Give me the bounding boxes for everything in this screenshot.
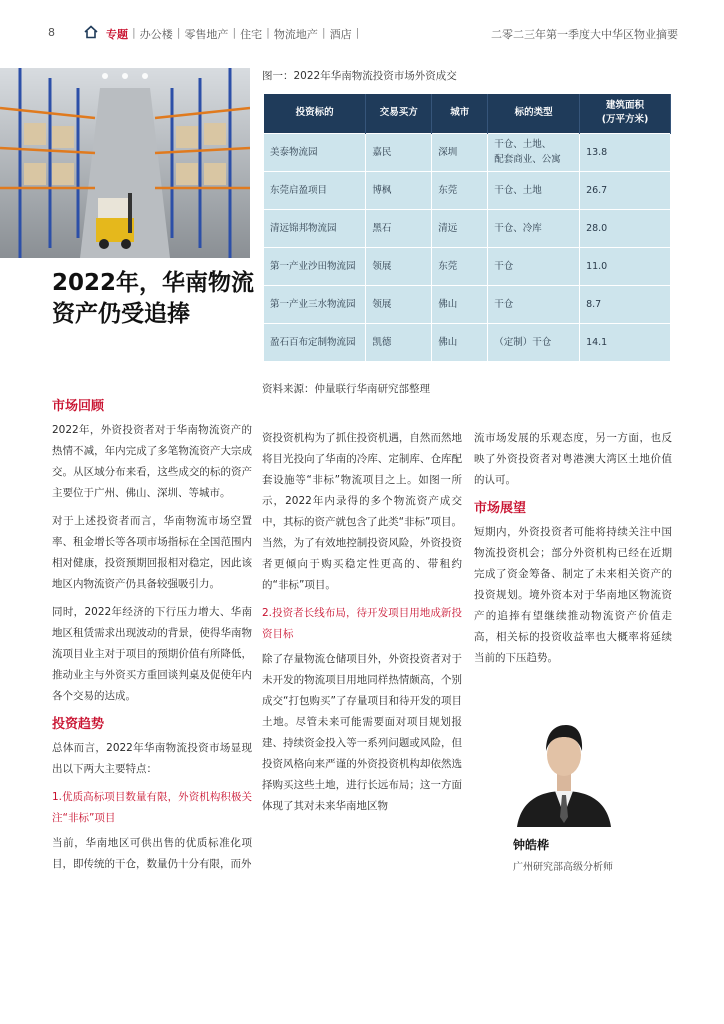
table-cell: 领展	[366, 247, 432, 285]
table-cell: 干仓、土地	[488, 171, 580, 209]
table-row	[264, 171, 671, 209]
table-cell: 第一产业沙田物流园	[264, 247, 366, 285]
table-cell: 13.8	[580, 133, 671, 171]
table-cell: 28.0	[580, 209, 671, 247]
nav-item-logistics[interactable]: 物流地产	[273, 28, 318, 41]
table-cell: 深圳	[432, 133, 488, 171]
paragraph: 2022年，外资投资者对于华南物流资产的热情不减，年内完成了多笔物流资产大宗成交。从区域分布来看，这些成交的标的资产主要位于广州、佛山、深圳、等城市。	[52, 424, 252, 499]
nav-item-feature[interactable]: 专题	[106, 28, 128, 41]
table-cell: 11.0	[580, 247, 671, 285]
table-cell: 14.1	[580, 323, 671, 361]
table-cell: 第一产业三水物流园	[264, 285, 366, 323]
section-heading-outlook: 市场展望	[474, 501, 527, 516]
paragraph: 对于上述投资者而言，华南物流市场空置率、租金增长等各项市场指标在全国范围内相对健康，投资预期回报相对稳定，因此该地区内物流资产仍具备较强吸引力。	[52, 515, 252, 590]
text-column-3	[474, 428, 672, 676]
table-cell: 佛山	[432, 323, 488, 361]
table-cell: 清远锦邦物流园	[264, 209, 366, 247]
col-header-asset: 投资标的	[264, 94, 366, 133]
page-number: 8	[48, 26, 55, 39]
table-header-row	[264, 94, 671, 133]
table-row	[264, 285, 671, 323]
author-title: 广州研究部高级分析师	[513, 862, 613, 873]
table-cell: 凯德	[366, 323, 432, 361]
paragraph: 流市场发展的乐观态度，另一方面，也反映了外资投资者对粤港澳大湾区土地价值的认可。	[474, 432, 672, 486]
col-header-gfa: 建筑面积 (万平方米)	[580, 94, 671, 133]
article-headline: 2022年，华南物流资产仍受追捧	[52, 270, 255, 327]
table-cell: 盈石百布定制物流园	[264, 323, 366, 361]
table-cell: 东莞启盈项目	[264, 171, 366, 209]
author-name: 钟皓桦	[513, 838, 550, 852]
table-row	[264, 133, 671, 171]
section-nav: 专题 | 办公楼 | 零售地产 | 住宅 | 物流地产 | 酒店 |	[106, 26, 360, 41]
table-cell: 嘉民	[366, 133, 432, 171]
page-header	[0, 24, 724, 44]
table-row	[264, 247, 671, 285]
nav-item-residential[interactable]: 住宅	[240, 28, 263, 41]
home-icon[interactable]	[83, 24, 99, 40]
table-cell: 黑石	[366, 209, 432, 247]
table-cell: 东莞	[432, 171, 488, 209]
section-heading-review: 市场回顾	[52, 399, 105, 414]
table-cell: 8.7	[580, 285, 671, 323]
col-header-city: 城市	[432, 94, 488, 133]
figure-caption: 图一：2022年华南物流投资市场外资成交	[262, 70, 457, 82]
table-cell: 博枫	[366, 171, 432, 209]
paragraph: 当前，华南地区可供出售的优质标准化项目，即传统的干仓，数量仍十分有限，而外	[52, 837, 252, 870]
table-cell: 领展	[366, 285, 432, 323]
col-header-buyer: 交易买方	[366, 94, 432, 133]
nav-item-hotel[interactable]: 酒店	[329, 28, 352, 41]
table-cell: 干仓、冷库	[488, 209, 580, 247]
table-row	[264, 323, 671, 361]
deals-table	[264, 94, 671, 361]
col-header-type: 标的类型	[488, 94, 580, 133]
table-cell: 清远	[432, 209, 488, 247]
figure-source: 资料来源：仲量联行华南研究部整理	[262, 383, 430, 395]
table-cell: （定制）干仓	[488, 323, 580, 361]
report-title: 二零二三年第一季度大中华区物业摘要	[491, 28, 678, 41]
table-cell: 干仓	[488, 247, 580, 285]
table-cell: 干仓、土地、 配套商业、公寓	[488, 133, 580, 171]
section-heading-trends: 投资趋势	[52, 717, 105, 732]
paragraph: 同时，2022年经济的下行压力增大、华南地区租赁需求出现波动的背景，使得华南物流项目业主对于项目的预期价值有所降低，推动业主与外资买方重回谈判桌及促使年内各个交易的达成。	[52, 606, 252, 702]
text-column-2	[262, 428, 462, 824]
table-cell: 干仓	[488, 285, 580, 323]
text-column-1	[52, 396, 252, 882]
table-cell: 佛山	[432, 285, 488, 323]
author-portrait	[513, 705, 615, 827]
warehouse-photo	[0, 68, 250, 258]
table-row	[264, 209, 671, 247]
paragraph: 短期内，外资投资者可能将持续关注中国物流投资机会；部分外资机构已经在近期完成了资金筹备、制定了未来相关资产的投资规划。境外资本对于华南地区物流资产的追捧有望继续推动物流资产价值走高，相关标的投资收益率也大概率将延续当前的下压趋势。	[474, 526, 672, 664]
subheading-2: 2.投资者长线布局，待开发项目用地成新投资目标	[262, 607, 462, 640]
paragraph: 除了存量物流仓储项目外，外资投资者对于未开发的物流项目用地同样热情颇高，个别成交“打包购买”了存量项目和待开发的项目土地。尽管未来可能需要面对项目规划报建、持续资金投入等一系列问题或风险，但投资风格向来严谨的外资投资机构却依然选择购买这些土地，进行长远布局；这一方面体现了其对未来华南地区物	[262, 653, 462, 812]
paragraph: 总体而言，2022年华南物流投资市场显现出以下两大主要特点：	[52, 742, 252, 775]
nav-item-office[interactable]: 办公楼	[139, 28, 173, 41]
nav-item-retail[interactable]: 零售地产	[184, 28, 229, 41]
subheading-1: 1.优质高标项目数量有限，外资机构积极关注“非标”项目	[52, 791, 252, 824]
table-cell: 美泰物流园	[264, 133, 366, 171]
table-cell: 26.7	[580, 171, 671, 209]
paragraph: 资投资机构为了抓住投资机遇，自然而然地将目光投向了华南的冷库、定制库、仓库配套设施等“非标”物流项目之上。如图一所示，2022年内录得的多个物流资产成交中，其标的资产就包含了此类“非标”项目。当然，为了有效地控制投资风险，外资投资者更倾向于购买稳定性更高的、带租约的“非标”项目。	[262, 432, 462, 591]
table-cell: 东莞	[432, 247, 488, 285]
